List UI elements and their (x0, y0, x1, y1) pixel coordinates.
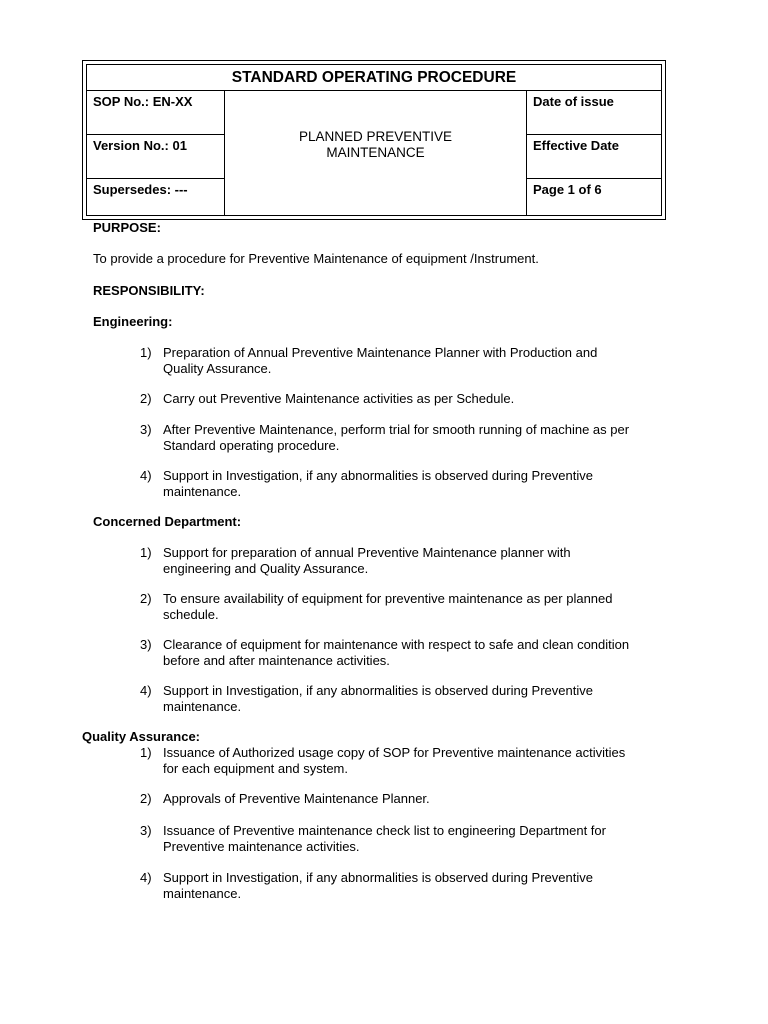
list-item (140, 745, 700, 777)
list-item-line: maintenance. (163, 885, 242, 901)
list-item (140, 823, 700, 855)
list-item (140, 468, 700, 500)
list-item-line: After Preventive Maintenance, perform trial for smooth running of machine as per (163, 422, 630, 437)
list-item-line: Standard operating procedure. (163, 437, 340, 453)
version-number: Version No.: 01 (87, 135, 225, 179)
list-item-line: for each equipment and system. (163, 760, 348, 776)
list-item (140, 870, 700, 902)
list-item-number: 2) (140, 591, 152, 606)
list-item-line: engineering and Quality Assurance. (163, 560, 369, 576)
list-item-text (163, 591, 613, 622)
list-item-text (163, 870, 593, 901)
list-item-text (163, 545, 571, 576)
list-item-number: 1) (140, 345, 152, 360)
list-item-line: before and after maintenance activities. (163, 652, 390, 668)
list-item-text (163, 345, 597, 376)
list-item-text (163, 683, 593, 714)
list-item-number: 4) (140, 683, 152, 698)
list-item-number: 4) (140, 870, 152, 885)
responsibility-heading: RESPONSIBILITY: (93, 283, 205, 298)
list-item-line: Support in Investigation, if any abnormalities is observed during Preventive (163, 683, 593, 698)
quality-assurance-heading: Quality Assurance: (82, 729, 201, 744)
list-item-line: Carry out Preventive Maintenance activities as per Schedule. (163, 391, 515, 406)
list-item-line: To ensure availability of equipment for preventive maintenance as per planned (163, 591, 613, 606)
procedure-title-text: PLANNED PREVENTIVE MAINTENANCE (298, 129, 453, 160)
sop-number: SOP No.: EN-XX (87, 91, 225, 135)
supersedes: Supersedes: --- (87, 179, 225, 215)
list-item (140, 791, 700, 807)
list-item-number: 2) (140, 391, 152, 406)
list-item-text (163, 422, 629, 453)
list-item-number: 2) (140, 791, 152, 806)
page-number: Page 1 of 6 (526, 179, 661, 215)
purpose-heading: PURPOSE: (93, 220, 161, 235)
effective-date: Effective Date (526, 135, 661, 179)
list-item (140, 683, 700, 715)
list-item-text (163, 391, 514, 407)
list-item-text (163, 745, 625, 776)
list-item-number: 1) (140, 545, 152, 560)
list-item-number: 1) (140, 745, 152, 760)
list-item-text (163, 637, 629, 668)
list-item (140, 345, 700, 377)
list-item (140, 545, 700, 577)
list-item-text (163, 823, 606, 854)
list-item-line: Issuance of Authorized usage copy of SOP for Preventive maintenance activities (163, 745, 626, 760)
date-of-issue: Date of issue (526, 91, 661, 135)
list-item-line: Support in Investigation, if any abnormalities is observed during Preventive (163, 468, 593, 483)
list-item (140, 422, 700, 454)
list-item-line: maintenance. (163, 483, 242, 499)
procedure-title (225, 91, 526, 215)
purpose-text: To provide a procedure for Preventive Maintenance of equipment /Instrument. (93, 251, 539, 266)
list-item-line: Preparation of Annual Preventive Maintenance Planner with Production and (163, 345, 598, 360)
list-item-text (163, 791, 430, 807)
sop-header-table (82, 60, 666, 220)
list-item-line: Issuance of Preventive maintenance check list to engineering Department for (163, 823, 606, 838)
list-item-number: 4) (140, 468, 152, 483)
list-item-line: Support in Investigation, if any abnormalities is observed during Preventive (163, 870, 593, 885)
list-item-number: 3) (140, 823, 152, 838)
list-item-line: Clearance of equipment for maintenance with respect to safe and clean condition (163, 637, 630, 652)
list-item (140, 637, 700, 669)
sop-header-inner (86, 64, 662, 216)
list-item-text (163, 468, 593, 499)
list-item-number: 3) (140, 637, 152, 652)
list-item-line: Preventive maintenance activities. (163, 838, 360, 854)
list-item-line: Quality Assurance. (163, 360, 272, 376)
list-item-line: Approvals of Preventive Maintenance Planner. (163, 791, 430, 806)
document-title: STANDARD OPERATING PROCEDURE (87, 65, 661, 91)
list-item (140, 391, 700, 407)
list-item-number: 3) (140, 422, 152, 437)
list-item-line: schedule. (163, 606, 219, 622)
list-item (140, 591, 700, 623)
engineering-heading: Engineering: (93, 314, 173, 329)
concerned-department-heading: Concerned Department: (93, 514, 242, 529)
list-item-line: Support for preparation of annual Preventive Maintenance planner with (163, 545, 571, 560)
list-item-line: maintenance. (163, 698, 242, 714)
